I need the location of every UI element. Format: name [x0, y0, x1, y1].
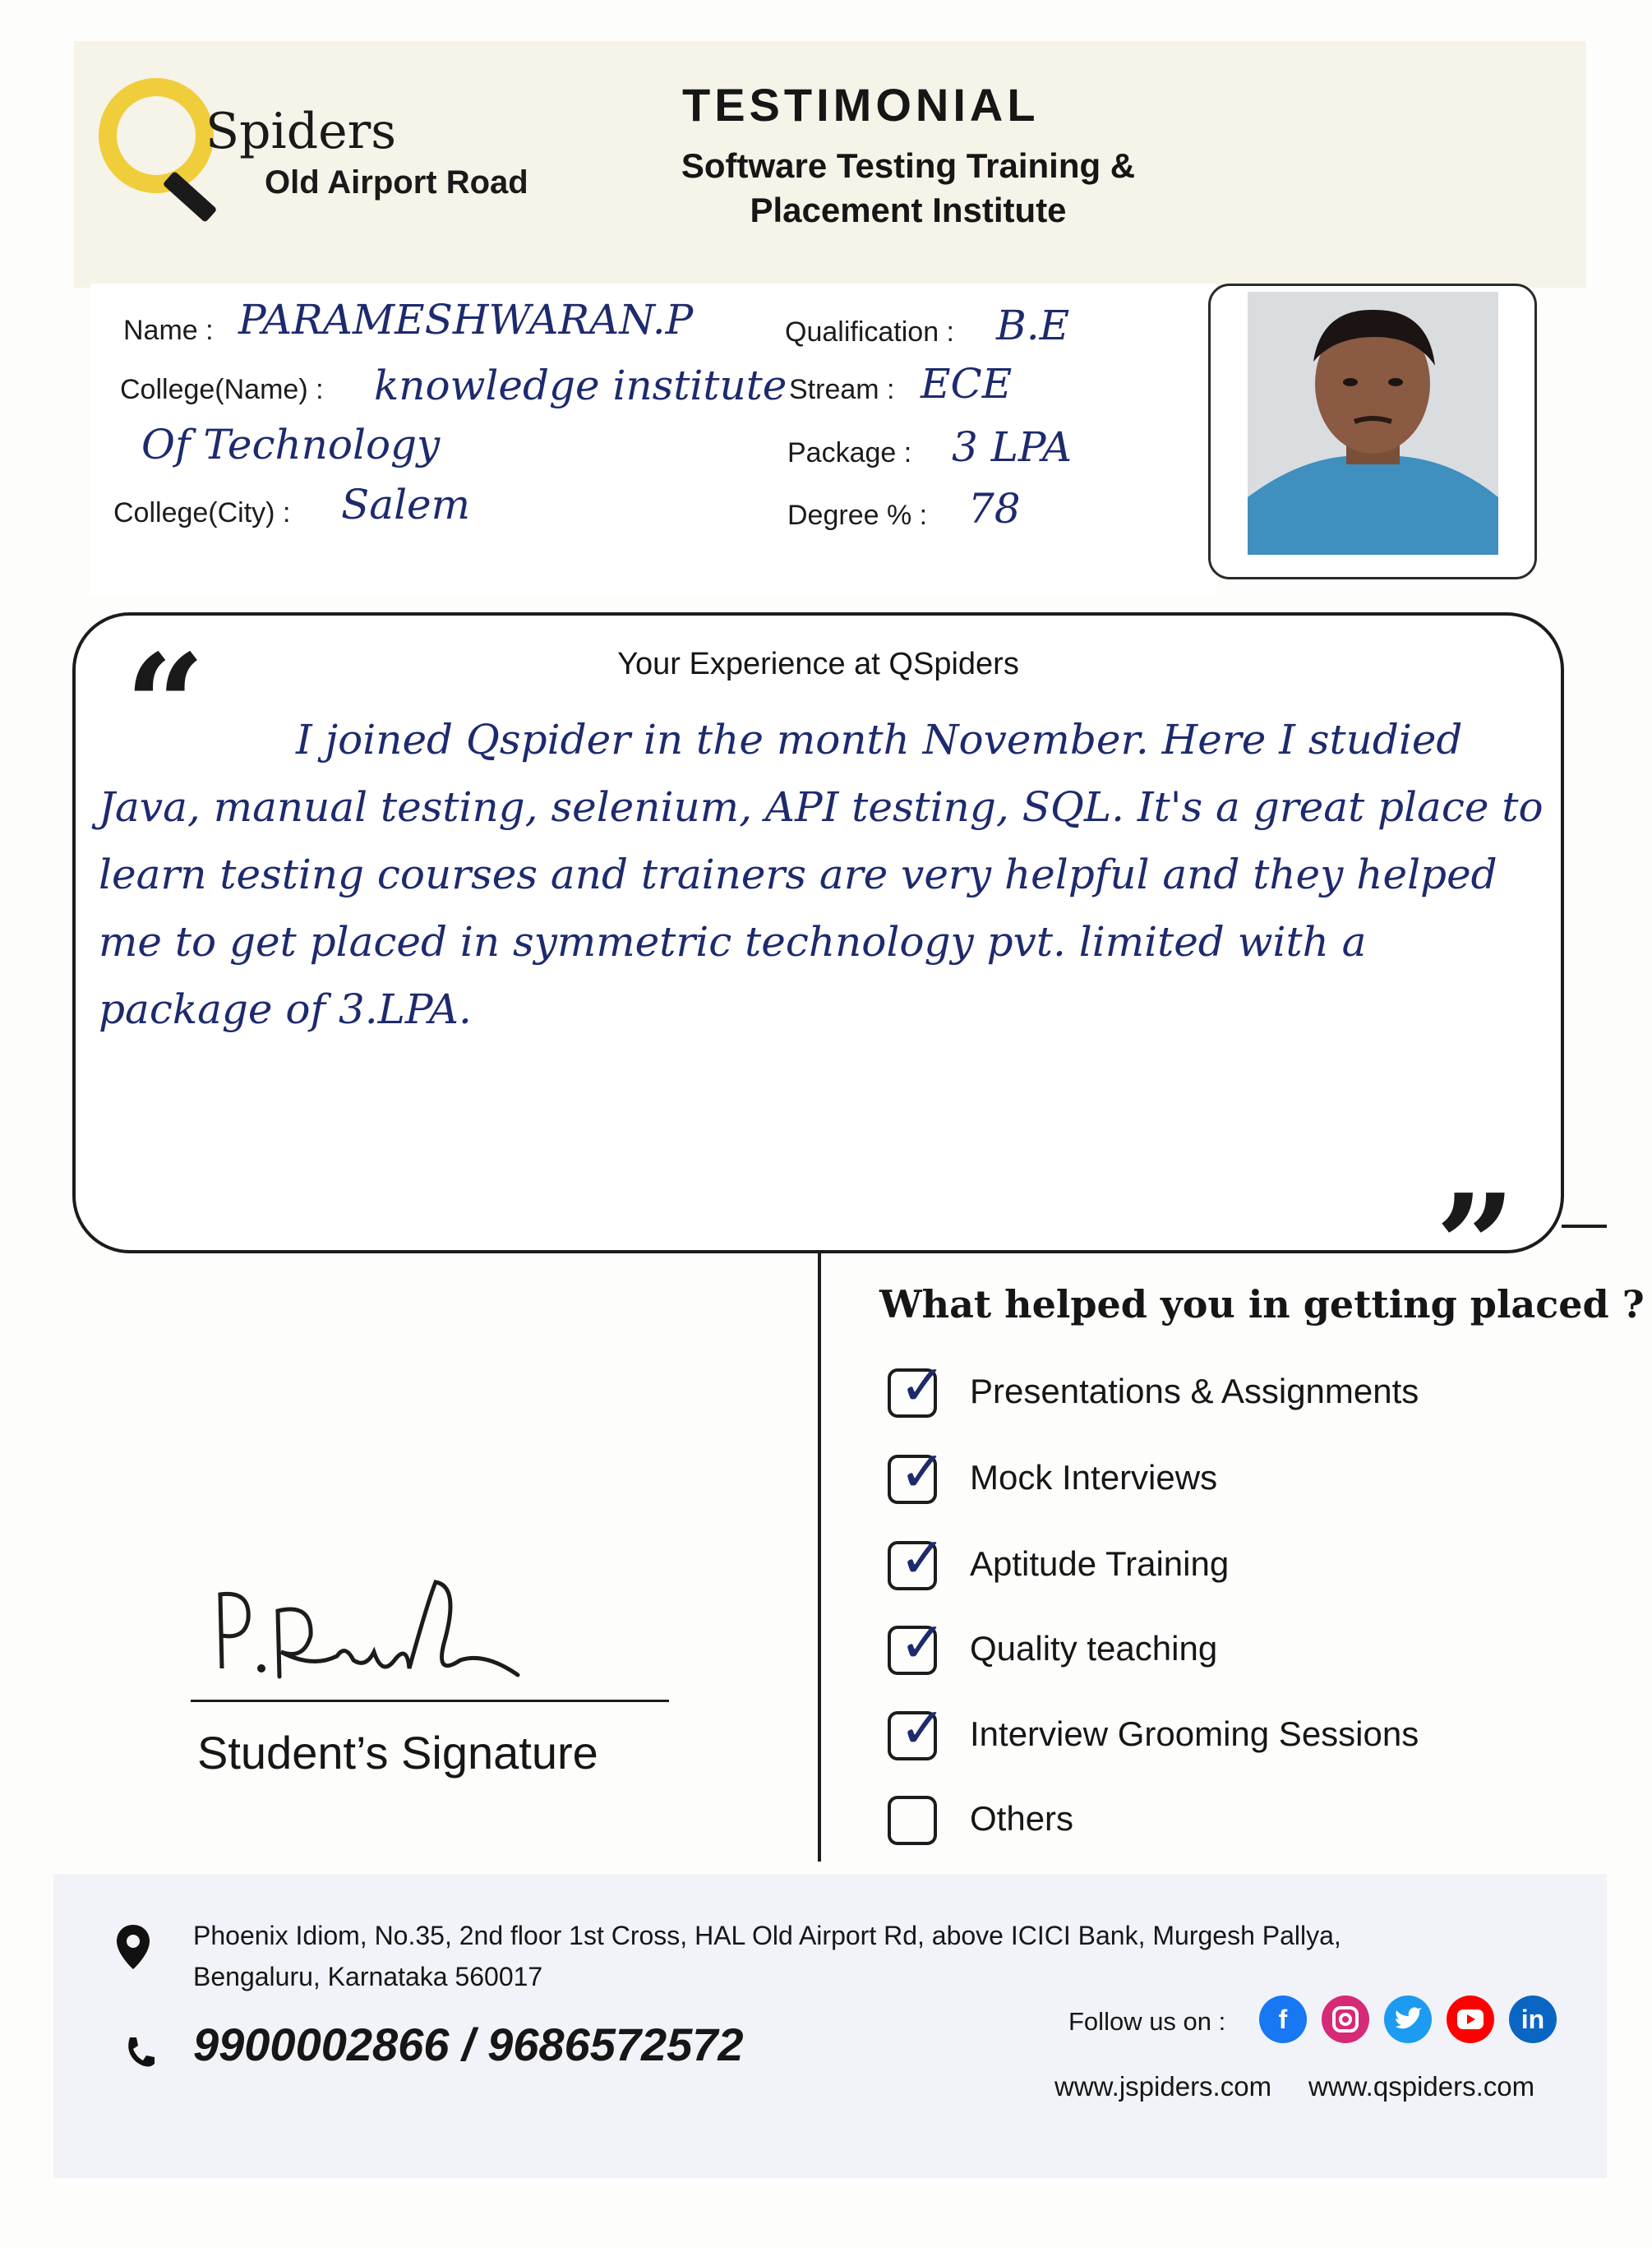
checkmark-icon: ✓ [899, 1354, 946, 1419]
qualification-label: Qualification : [785, 316, 954, 348]
checkbox[interactable] [888, 1696, 946, 1761]
college-name-line1: knowledge institute [374, 362, 787, 409]
address-line-2: Bengaluru, Karnataka 560017 [193, 1962, 543, 1991]
website-qspiders-link[interactable]: www.qspiders.com [1308, 2071, 1535, 2102]
option-label: Mock Interviews [970, 1458, 1218, 1497]
checkmark-icon: ✓ [899, 1696, 946, 1761]
instagram-icon[interactable] [1322, 1996, 1369, 2043]
student-signature-mark [189, 1570, 584, 1718]
qspiders-logo-ring [99, 78, 214, 193]
experience-text: I joined Qspider in the month November. Here I studied Java, manual testing, selenium, API testing, SQL. It's a great place to learn testing courses and trainers are very helpful and they helped me to get placed in symmetric technology pvt. limited with a package of 3.LPA. [99, 716, 1544, 1033]
package-label: Package : [787, 437, 912, 468]
checkmark-icon: ✓ [899, 1526, 946, 1591]
qualification-value: B.E [996, 302, 1070, 349]
student-photo [1248, 292, 1498, 555]
checkmark-icon: ✓ [899, 1611, 946, 1676]
option-label: Presentations & Assignments [970, 1372, 1419, 1410]
close-quote-icon: ” [1435, 1164, 1516, 1328]
signature-line [191, 1700, 669, 1702]
address-line-1: Phoenix Idiom, No.35, 2nd floor 1st Cross, HAL Old Airport Rd, above ICICI Bank, Murgesh Pallya, [193, 1921, 1341, 1950]
college-city-label: College(City) : [113, 497, 291, 528]
student-photo-illustration [1248, 292, 1498, 555]
twitter-icon[interactable] [1384, 1996, 1432, 2043]
phone-icon [123, 2034, 156, 2070]
checkbox[interactable] [888, 1796, 937, 1845]
website-jspiders-link[interactable]: www.jspiders.com [1054, 2071, 1272, 2102]
package-value: 3 LPA [952, 423, 1073, 471]
college-name-line2: Of Technology [141, 421, 441, 468]
facebook-icon[interactable]: f [1259, 1996, 1307, 2043]
open-quote-icon: “ [125, 624, 205, 788]
location-pin-icon [115, 1923, 151, 1971]
follow-us-label: Follow us on : [1068, 2007, 1226, 2036]
college-city: Salem [341, 481, 471, 528]
checkbox[interactable] [888, 1611, 946, 1676]
checkbox[interactable] [888, 1440, 946, 1505]
option-label: Quality teaching [970, 1629, 1218, 1668]
section-divider-horizontal [1562, 1225, 1607, 1228]
document-title: TESTIMONIAL [682, 79, 1040, 131]
youtube-icon[interactable] [1447, 1996, 1494, 2043]
checkmark-icon: ✓ [899, 1440, 946, 1505]
brand-name: Spiders [205, 103, 397, 160]
degree-percent-label: Degree % : [787, 500, 928, 531]
helped-heading: What helped you in getting placed ? [879, 1282, 1645, 1327]
experience-heading: Your Experience at QSpiders [617, 647, 1019, 681]
option-label: Aptitude Training [970, 1544, 1230, 1583]
checkbox[interactable] [888, 1354, 946, 1419]
name-label: Name : [123, 315, 214, 346]
section-divider-vertical [818, 1253, 821, 1862]
brand-location: Old Airport Road [265, 164, 528, 201]
stream-label: Stream : [789, 374, 895, 405]
document-subtitle: Software Testing Training & Placement Institute [681, 146, 1136, 229]
signature-label: Student’s Signature [197, 1727, 598, 1779]
linkedin-icon[interactable]: in [1509, 1996, 1557, 2043]
checkbox[interactable] [888, 1526, 946, 1591]
option-label: Interview Grooming Sessions [970, 1714, 1419, 1753]
footer-phone-numbers[interactable]: 9900002866 / 9686572572 [193, 2019, 744, 2070]
student-name: PARAMESHWARAN.P [238, 296, 694, 344]
college-name-label: College(Name) : [120, 374, 324, 405]
option-label: Others [970, 1799, 1074, 1838]
degree-percent-value: 78 [968, 485, 1021, 533]
footer-address [193, 1915, 1426, 1997]
stream-value: ECE [921, 360, 1013, 408]
signature-scribble [189, 1570, 584, 1718]
